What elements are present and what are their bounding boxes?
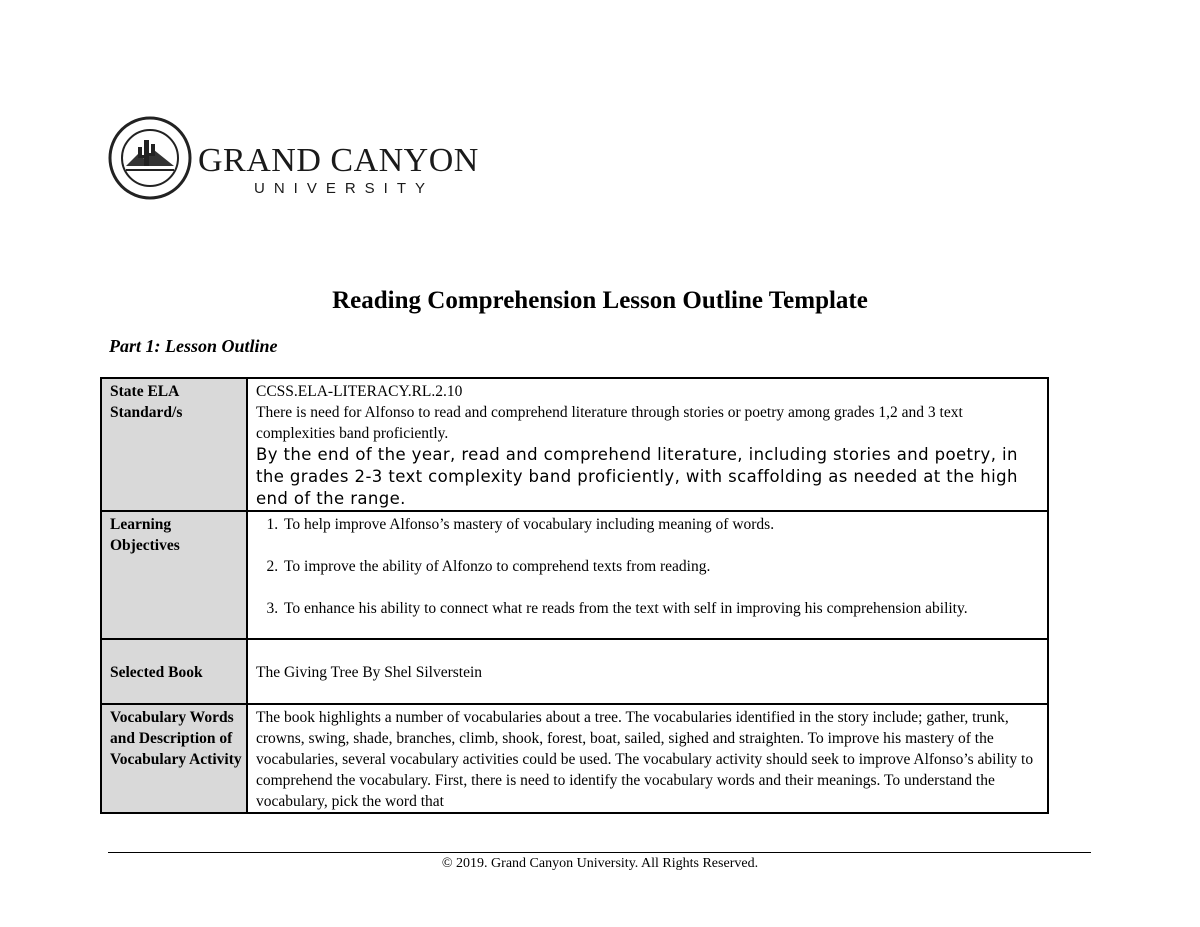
vocabulary-label: Vocabulary Words and Description of Vocabulary Activity [101,704,247,813]
document-title: Reading Comprehension Lesson Outline Template [332,287,868,314]
university-seal-icon [108,116,192,200]
footer-copyright: © 2019. Grand Canyon University. All Rights Reserved. [441,856,759,871]
objectives-list [256,514,1039,619]
standard-need: There is need for Alfonso to read and comprehend literature through stories or poetry among grades 1,2 and 3 text complexities band proficiently. [256,404,963,442]
objective-item: 2. To improve the ability of Alfonzo to comprehend texts from reading. [282,556,1039,577]
objectives-cell [247,511,1048,639]
standard-code: CCSS.ELA-LITERACY.RL.2.10 [256,383,463,400]
table-row-book [101,639,1048,704]
logo-subtitle: UNIVERSITY [254,180,435,197]
standard-cell [247,378,1048,511]
logo-wordmark: GRAND CANYON [198,142,479,179]
standard-label: State ELA Standard/s [101,378,247,511]
standard-text: By the end of the year, read and comprehend literature, including stories and poetry, in the grades 2-3 text complexity band proficiently, with scaffolding as needed at the high end of the range. [256,445,1018,508]
book-value: The Giving Tree By Shel Silverstein [247,639,1048,704]
objectives-label: Learning Objectives [101,511,247,639]
part-heading: Part 1: Lesson Outline [109,336,278,356]
table-row-standard [101,378,1048,511]
objective-item: 1. To help improve Alfonso’s mastery of vocabulary including meaning of words. [282,514,1039,535]
table-row-objectives [101,511,1048,639]
table-row-vocabulary [101,704,1048,813]
book-label: Selected Book [101,639,247,704]
objective-item: 3. To enhance his ability to connect what re reads from the text with self in improving his comprehension ability. [282,598,1039,619]
footer-divider [108,852,1091,853]
vocabulary-text: The book highlights a number of vocabularies about a tree. The vocabularies identified in the story include; gather, trunk, crowns, swing, shade, branches, climb, shook, forest, boat, sailed, sighed and straighten. To improve his mastery of the vocabularies, several vocabulary activities could be used. The vocabulary activity should seek to improve Alfonso’s ability to comprehend the vocabulary. First, there is need to identify the vocabulary words and their meanings. To understand the vocabulary, pick the word that [247,704,1048,813]
lesson-outline-table [100,377,1049,814]
university-logo [108,116,488,202]
